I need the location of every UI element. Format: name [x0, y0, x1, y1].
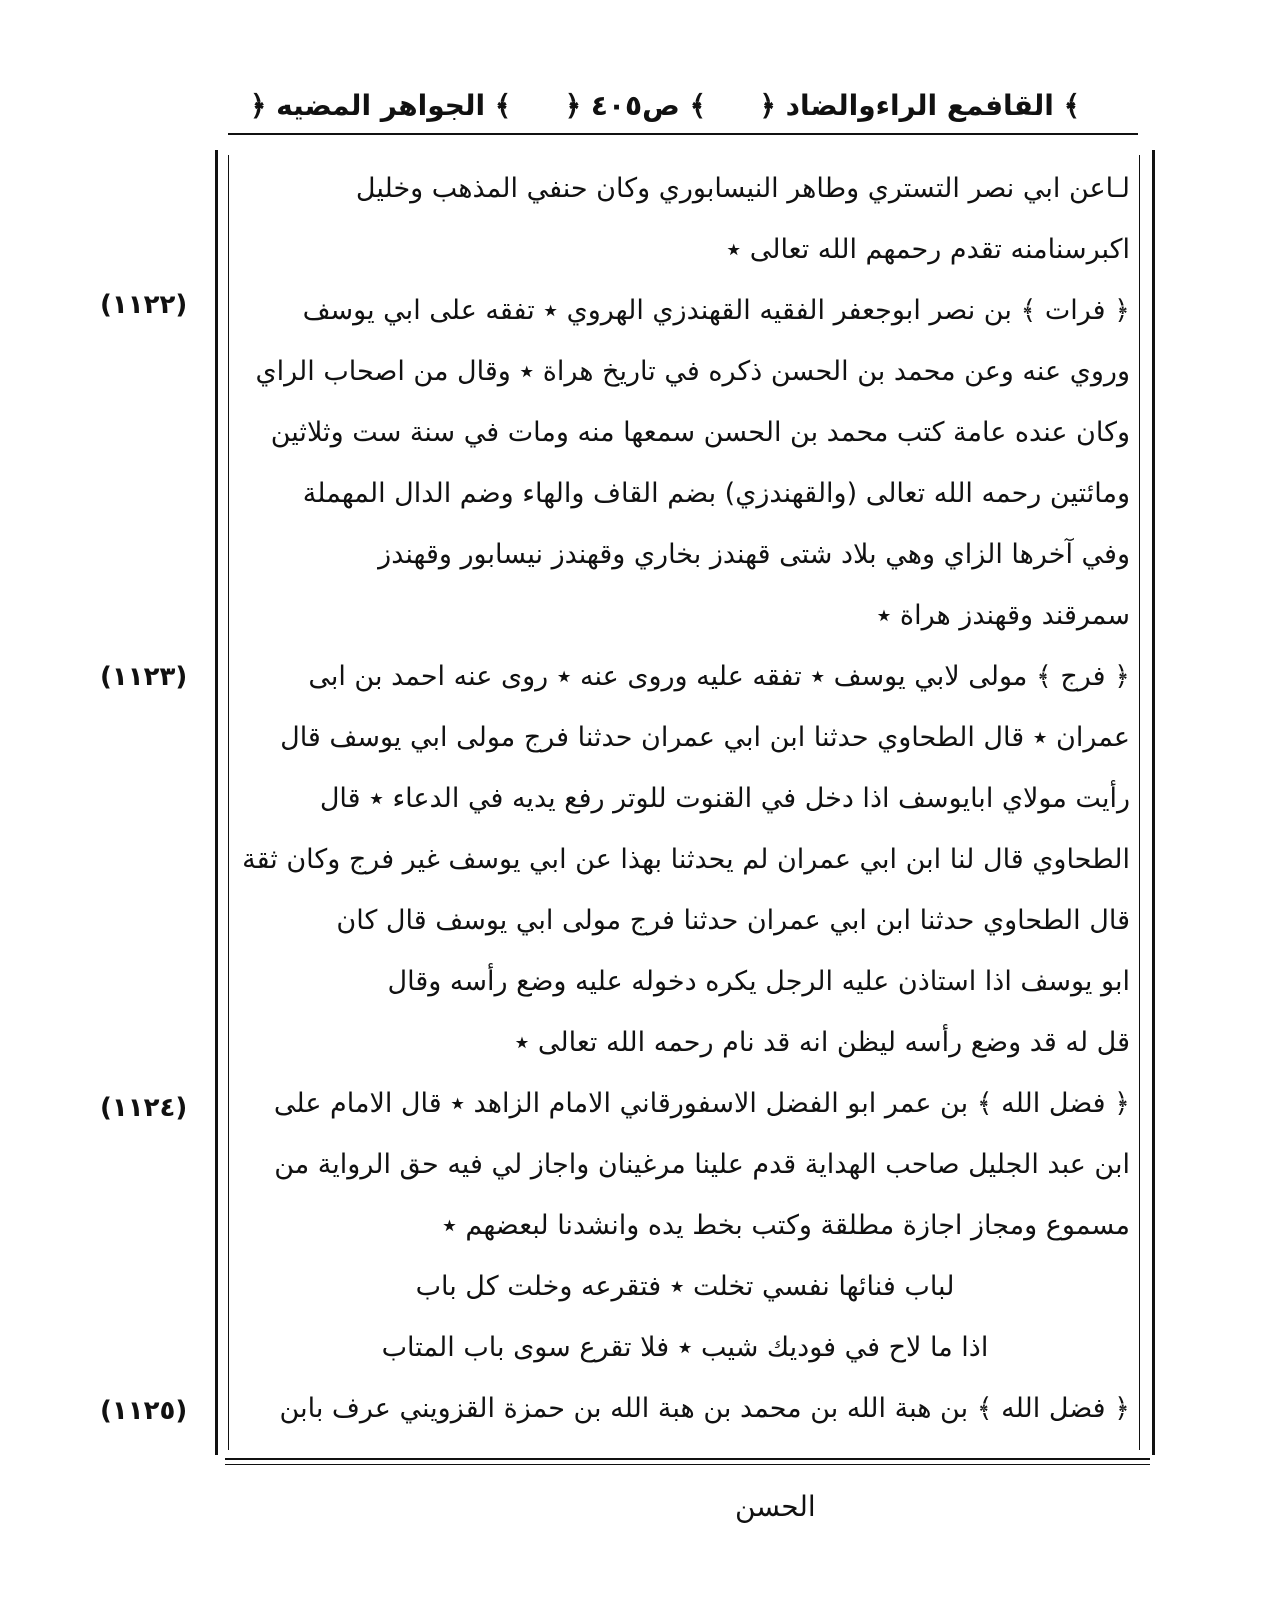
text-line: لـاعن ابي نصر التستري وطاهر النيسابوري وكان حنفي المذهب وخليل: [355, 173, 1130, 204]
text-line: ﴿ فضل الله ﴾ بن عمر ابو الفضل الاسفورقاني الامام الزاهد ٭ قال الامام على: [273, 1088, 1130, 1119]
text-line: ﴿ فرات ﴾ بن نصر ابوجعفر الفقيه القهندزي الهروي ٭ تفقه على ابي يوسف: [302, 295, 1130, 326]
main-text: [240, 158, 1130, 1439]
text-line: عمران ٭ قال الطحاوي حدثنا ابن ابي عمران حدثنا فرج مولى ابي يوسف قال: [280, 722, 1130, 753]
text-line: رأيت مولاي ابايوسف اذا دخل في القنوت للوتر رفع يديه في الدعاء ٭ قال: [319, 783, 1130, 814]
text-line: اكبرسنامنه تقدم رحمهم الله تعالى ٭: [726, 234, 1130, 265]
header-page-number: ﴿ ص٤٠٥ ﴾: [564, 88, 706, 122]
header-chapter-title: ﴿ القافمع الراءوالضاد ﴾: [759, 88, 1080, 122]
bottom-rule: [225, 1458, 1150, 1460]
text-line: ومائتين رحمه الله تعالى (والقهندزي) بضم القاف والهاء وضم الدال المهملة: [302, 478, 1130, 509]
entry-number: (١١٢٤): [100, 1093, 188, 1123]
text-line: قل له قد وضع رأسه ليظن انه قد نام رحمه الله تعالى ٭: [514, 1027, 1130, 1058]
header-rule: [228, 133, 1138, 135]
text-line: وكان عنده عامة كتب محمد بن الحسن سمعها منه ومات في سنة ست وثلاثين: [270, 417, 1130, 448]
text-line: الطحاوي قال لنا ابن ابي عمران لم يحدثنا بهذا عن ابي يوسف غير فرج وكان ثقة: [242, 844, 1130, 875]
catchword: الحسن: [735, 1490, 816, 1523]
text-line: ابو يوسف اذا استاذن عليه الرجل يكره دخوله عليه وضع رأسه وقال: [387, 966, 1130, 997]
header-book-title: ﴿ الجواهر المضيه ﴾: [250, 88, 512, 122]
text-line: قال الطحاوي حدثنا ابن ابي عمران حدثنا فرج مولى ابي يوسف قال كان: [336, 905, 1130, 936]
entry-number: (١١٢٥): [100, 1396, 188, 1426]
text-line: وفي آخرها الزاي وهي بلاد شتى قهندز بخاري وقهندز نيسابور وقهندز: [378, 539, 1130, 570]
text-line: ﴿ فضل الله ﴾ بن هبة الله بن محمد بن هبة الله بن حمزة القزويني عرف بابن: [279, 1393, 1130, 1424]
verse-line: لباب فنائها نفسي تخلت ٭ فتقرعه وخلت كل باب: [415, 1271, 955, 1302]
entry-number: (١١٢٣): [100, 662, 188, 692]
verse-line: اذا ما لاح في فوديك شيب ٭ فلا تقرع سوى باب المتاب: [381, 1332, 989, 1363]
page-header: [250, 80, 1080, 130]
text-line: ﴿ فرج ﴾ مولى لابي يوسف ٭ تفقه عليه وروى عنه ٭ روى عنه احمد بن ابى: [308, 661, 1130, 692]
text-line: وروي عنه وعن محمد بن الحسن ذكره في تاريخ هراة ٭ وقال من اصحاب الراي: [255, 356, 1130, 387]
bottom-rule: [225, 1464, 1150, 1465]
text-line: ابن عبد الجليل صاحب الهداية قدم علينا مرغينان واجاز لي فيه حق الرواية من: [274, 1149, 1130, 1180]
entry-number: (١١٢٢): [100, 290, 188, 320]
text-line: مسموع ومجاز اجازة مطلقة وكتب بخط يده وانشدنا لبعضهم ٭: [442, 1210, 1130, 1241]
text-line: سمرقند وقهندز هراة ٭: [876, 600, 1130, 631]
